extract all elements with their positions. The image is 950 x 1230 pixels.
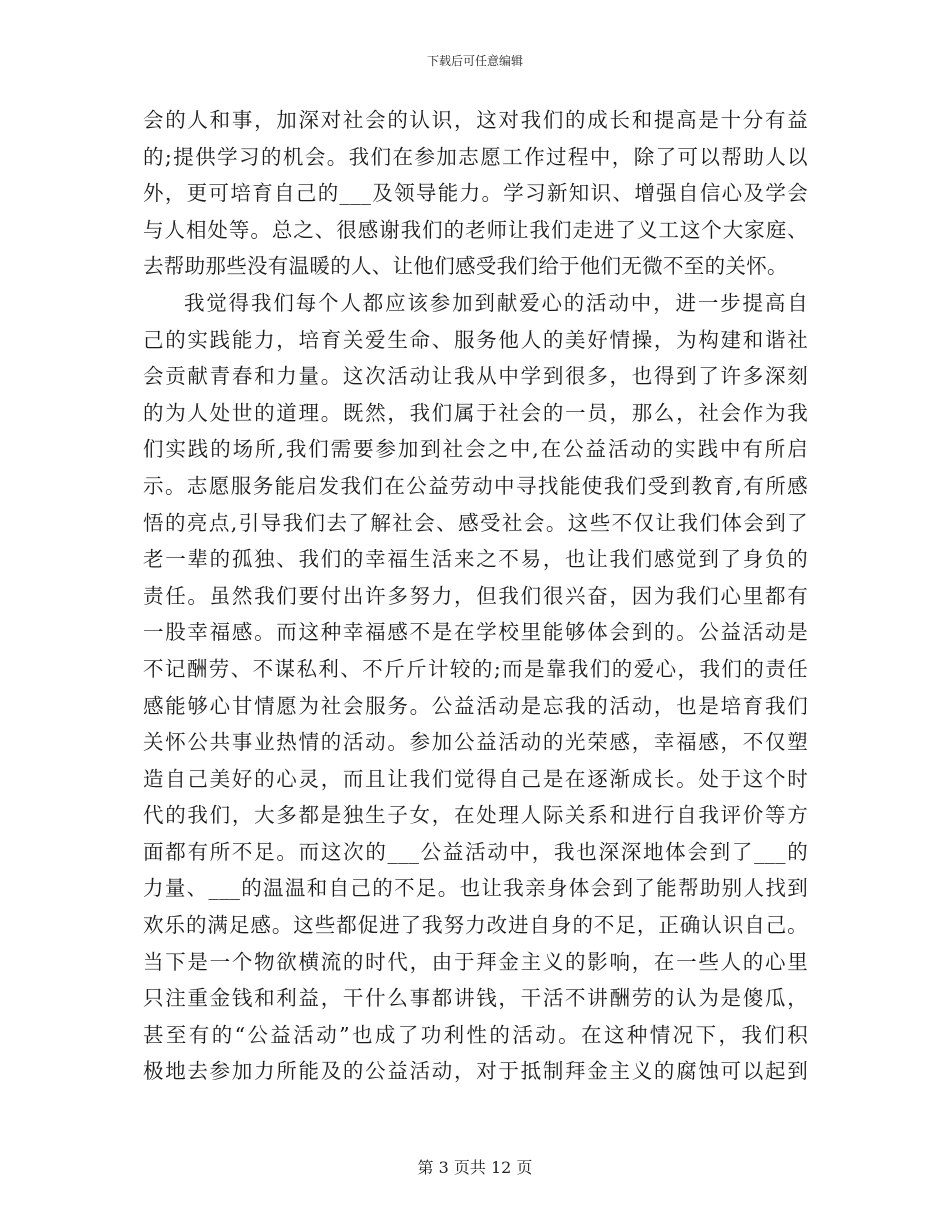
text-line: 我觉得我们每个人都应该参加到献爱心的活动中，进一步提高自 bbox=[184, 290, 808, 315]
text-line: 甚至有的“公益活动”也成了功利性的活动。在这种情况下，我们积 bbox=[143, 1022, 808, 1047]
text-line: 力量、___的温温和自己的不足。也让我亲身体会到了能帮助别人找到 bbox=[143, 876, 808, 901]
text-line: 去帮助那些没有温暖的人、让他们感受我们给于他们无微不至的关怀。 bbox=[143, 254, 788, 279]
page-footer: 第 3 页共 12 页 bbox=[417, 1158, 533, 1177]
text-line: 一股幸福感。而这种幸福感不是在学校里能够体会到的。公益活动是 bbox=[143, 620, 808, 645]
page-header: 下载后可任意编辑 bbox=[426, 54, 523, 68]
text-line: 悟的亮点,引导我们去了解社会、感受社会。这些不仅让我们体会到了 bbox=[143, 510, 808, 535]
text-line: 外，更可培育自己的___及领导能力。学习新知识、增强自信心及学会 bbox=[143, 181, 808, 206]
text-line: 造自己美好的心灵，而且让我们觉得自己是在逐渐成长。处于这个时 bbox=[143, 766, 808, 791]
text-line: 会的人和事，加深对社会的认识，这对我们的成长和提高是十分有益 bbox=[143, 108, 808, 132]
text-line: 老一辈的孤独、我们的幸福生活来之不易，也让我们感觉到了身负的 bbox=[143, 547, 808, 572]
text-line: 极地去参加力所能及的公益活动，对于抵制拜金主义的腐蚀可以起到 bbox=[143, 1059, 808, 1084]
text-line: 的为人处世的道理。既然，我们属于社会的一员，那么，社会作为我 bbox=[143, 400, 808, 425]
text-line: 会贡献青春和力量。这次活动让我从中学到很多，也得到了许多深刻 bbox=[143, 364, 808, 389]
text-line: 代的我们，大多都是独生子女，在处理人际关系和进行自我评价等方 bbox=[143, 803, 808, 828]
text-line: 示。志愿服务能启发我们在公益劳动中寻找能使我们受到教育,有所感 bbox=[143, 473, 808, 498]
text-line: 面都有所不足。而这次的___公益活动中，我也深深地体会到了___的 bbox=[143, 839, 808, 864]
text-line: 关怀公共事业热情的活动。参加公益活动的光荣感，幸福感，不仅塑 bbox=[143, 730, 808, 755]
text-line: 己的实践能力，培育关爱生命、服务他人的美好情操，为构建和谐社 bbox=[143, 327, 808, 352]
text-line: 当下是一个物欲横流的时代，由于拜金主义的影响，在一些人的心里 bbox=[143, 949, 808, 974]
text-line: 不记酬劳、不谋私利、不斤斤计较的;而是靠我们的爱心，我们的责任 bbox=[143, 656, 808, 681]
body-text bbox=[143, 102, 808, 1090]
text-line: 们实践的场所,我们需要参加到社会之中,在公益活动的实践中有所启 bbox=[143, 437, 808, 462]
text-line: 责任。虽然我们要付出许多努力，但我们很兴奋，因为我们心里都有 bbox=[143, 583, 808, 608]
text-line: 的;提供学习的机会。我们在参加志愿工作过程中，除了可以帮助人以 bbox=[143, 144, 808, 169]
text-line: 欢乐的满足感。这些都促进了我努力改进自身的不足，正确认识自己。 bbox=[143, 913, 808, 938]
text-line: 与人相处等。总之、很感谢我们的老师让我们走进了义工这个大家庭、 bbox=[143, 217, 808, 242]
text-line: 只注重金钱和利益，干什么事都讲钱，干活不讲酬劳的认为是傻瓜， bbox=[143, 986, 808, 1011]
text-line: 感能够心甘情愿为社会服务。公益活动是忘我的活动，也是培育我们 bbox=[143, 693, 808, 718]
